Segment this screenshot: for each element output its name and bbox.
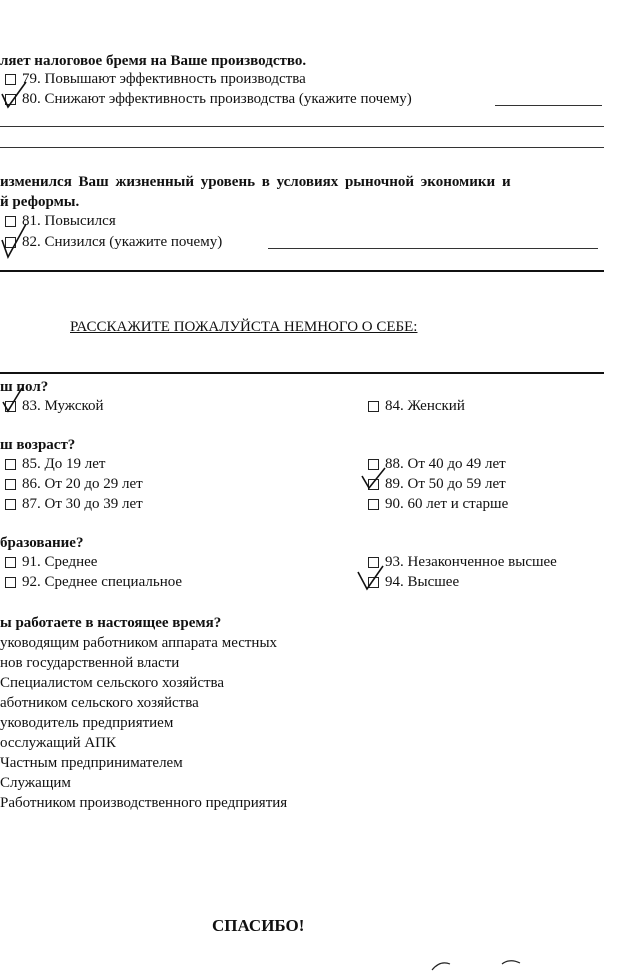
work-option[interactable]: осслужащий АПК [0,735,117,751]
option-87[interactable]: 87. От 30 до 39 лет [5,495,143,513]
answer-line-80b[interactable] [0,126,604,127]
checkbox-85[interactable] [5,459,16,470]
checkbox-92[interactable] [5,577,16,588]
answer-line-82[interactable] [268,248,598,249]
handwritten-checkmark-icon [0,80,30,110]
checkbox-86[interactable] [5,479,16,490]
option-93[interactable]: 93. Незаконченное высшее [368,553,557,571]
question-sex: ш пол? [0,379,49,395]
work-option[interactable]: Служащим [0,775,71,791]
handwritten-checkmark-icon [0,386,26,414]
option-94[interactable]: 94. Высшее [368,573,459,591]
work-option[interactable]: уководитель предприятием [0,715,174,731]
signature-scribble-icon [430,958,530,971]
checkbox-90[interactable] [368,499,379,510]
thank-you-text: СПАСИБО! [212,916,305,935]
option-92[interactable]: 92. Среднее специальное [5,573,182,591]
option-88[interactable]: 88. От 40 до 49 лет [368,455,506,473]
work-option[interactable]: нов государственной власти [0,655,180,671]
work-option[interactable]: Работником производственного предприятия [0,795,288,811]
work-option[interactable]: Частным предпринимателем [0,755,183,771]
checkbox-87[interactable] [5,499,16,510]
question-life-line2: й реформы. [0,194,80,210]
work-option[interactable]: уководящим работником аппарата местных [0,635,278,651]
option-85[interactable]: 85. До 19 лет [5,455,105,473]
section-divider [0,372,604,374]
handwritten-checkmark-icon [360,466,388,492]
option-90[interactable]: 90. 60 лет и старше [368,495,508,513]
option-91[interactable]: 91. Среднее [5,553,97,571]
answer-line-80[interactable] [495,105,602,106]
handwritten-checkmark-icon [0,222,30,260]
work-option[interactable]: Специалистом сельского хозяйства [0,675,225,691]
question-work: ы работаете в настоящее время? [0,615,222,631]
option-84[interactable]: 84. Женский [368,397,465,415]
option-79[interactable]: 79. Повышают эффективность производства [5,70,306,88]
question-tax: ляет налоговое бремя на Ваше производство. [0,53,307,69]
checkbox-91[interactable] [5,557,16,568]
question-age: ш возраст? [0,437,76,453]
handwritten-checkmark-icon [356,564,386,592]
question-education: бразование? [0,535,84,551]
work-option[interactable]: аботником сельского хозяйства [0,695,199,711]
section-divider [0,270,604,272]
option-81[interactable]: 81. Повысился [5,212,116,230]
option-89[interactable]: 89. От 50 до 59 лет [368,475,506,493]
option-86[interactable]: 86. От 20 до 29 лет [5,475,143,493]
checkbox-84[interactable] [368,401,379,412]
option-83[interactable]: 83. Мужской [5,397,104,415]
option-80[interactable]: 80. Снижают эффективность производства (укажите почему) [5,90,412,108]
option-82[interactable]: 82. Снизился (укажите почему) [5,233,222,251]
answer-line-80c[interactable] [0,147,604,148]
about-header: РАССКАЖИТЕ ПОЖАЛУЙСТА НЕМНОГО О СЕБЕ: [70,319,418,335]
question-life-line1: изменился Ваш жизненный уровень в условиях рыночной экономики и [0,174,511,190]
